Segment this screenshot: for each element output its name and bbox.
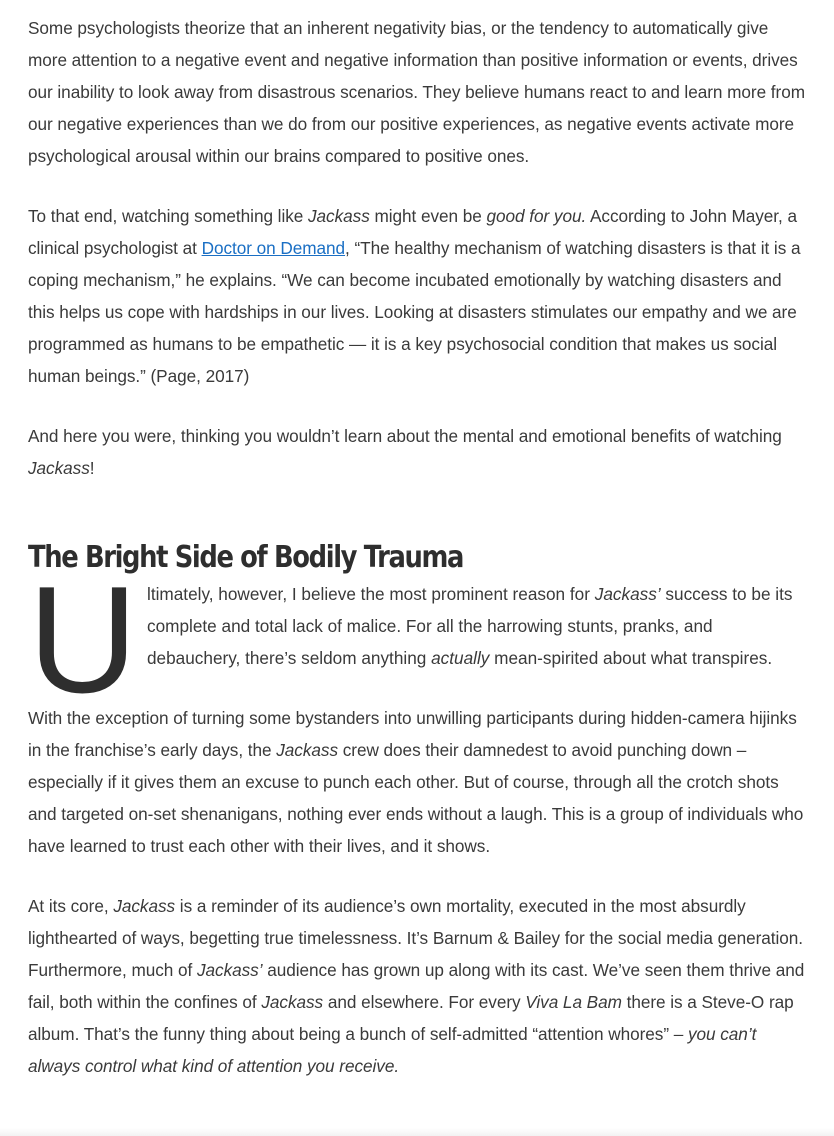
body-paragraph	[28, 702, 808, 862]
emphasis-text: Jackass	[308, 206, 370, 226]
text-run: With the exception of turning some bystanders into unwilling participants during hidden-camera hijinks in the franchise’s early days, the	[28, 708, 797, 760]
emphasis-text: good for you.	[486, 206, 587, 226]
body-paragraph	[28, 420, 808, 484]
section-heading: The Bright Side of Bodily Trauma	[28, 540, 464, 575]
body-paragraph	[28, 200, 808, 392]
text-run: crew does their damnedest to avoid punching down – especially if it gives them an excuse to punch each other. But of course, through all the crotch shots and targeted on-set shenanigans, nothing ever ends without a laugh. This is a group of individuals who have learned to trust each other with their lives, and it shows.	[28, 740, 804, 856]
emphasis-text: actually	[431, 648, 490, 668]
text-run: might even be	[369, 206, 487, 226]
dropcap-paragraph-text	[147, 578, 808, 674]
bottom-edge-shadow	[0, 1128, 834, 1136]
text-run: and elsewhere. For every	[323, 992, 526, 1012]
intro-paragraphs	[28, 12, 808, 484]
body-paragraph	[28, 12, 808, 172]
text-run: , “The healthy mechanism of watching disasters is that it is a coping mechanism,” he explains. “We can become incubated emotionally by watching disasters and this helps us cope with hardships in our lives. Looking at disasters stimulates our empathy and we are programmed as humans to be empathetic — it is a key psychosocial condition that makes us social human beings.” (Page, 2017)	[28, 238, 801, 386]
text-run: At its core,	[28, 896, 114, 916]
text-run: there is a Steve-O rap album. That’s the funny thing about being a bunch of self-admitted “attention whores”	[28, 992, 794, 1044]
text-run: !	[89, 458, 95, 478]
text-run: To that end, watching something like	[28, 206, 308, 226]
inline-link[interactable]: Doctor on Demand	[201, 238, 346, 258]
article-body	[28, 12, 808, 1110]
text-run: And here you were, thinking you wouldn’t learn about the mental and emotional benefits of watching	[28, 426, 782, 446]
emphasis-text: Jackass	[261, 992, 324, 1012]
body-paragraph	[28, 890, 808, 1082]
emphasis-text: Jackass	[276, 740, 338, 760]
emphasis-text: Jackass	[113, 896, 176, 916]
text-run: ltimately, however, I believe the most prominent reason for	[147, 584, 595, 604]
text-run: success to be its complete and total lack of malice. For all the harrowing stunts, pranks, and debauchery, there’s seldom anything	[147, 584, 793, 668]
text-run: According to John Mayer, a clinical psychologist at	[28, 206, 797, 258]
dropcap-letter: U	[28, 555, 138, 725]
text-run: is a reminder of its audience’s own mortality, executed in the most absurdly lighthearted of ways, begetting true timelessness. It’s Barnum & Bailey for the social media generation. Furthermore, much of	[28, 896, 804, 980]
section-paragraphs	[28, 702, 808, 1082]
emphasis-text: Jackass’	[594, 584, 661, 604]
emphasis-text: Viva La Bam	[525, 992, 622, 1012]
emphasis-text: Jackass	[28, 458, 90, 478]
emphasis-text: – you can’t always control what kind of attention you receive.	[28, 1024, 757, 1076]
text-run: audience has grown up along with its cast. We’ve seen them thrive and fail, both within the confines of	[28, 960, 805, 1012]
text-run: Some psychologists theorize that an inherent negativity bias, or the tendency to automatically give more attention to a negative event and negative information than positive information or events, drives our inability to look away from disastrous scenarios. They believe humans react to and learn more from our negative experiences than we do from our positive experiences, as negative events activate more psychological arousal within our brains compared to positive ones.	[28, 18, 805, 166]
emphasis-text: Jackass’	[196, 960, 263, 980]
text-run: mean-spirited about what transpires.	[489, 648, 773, 668]
